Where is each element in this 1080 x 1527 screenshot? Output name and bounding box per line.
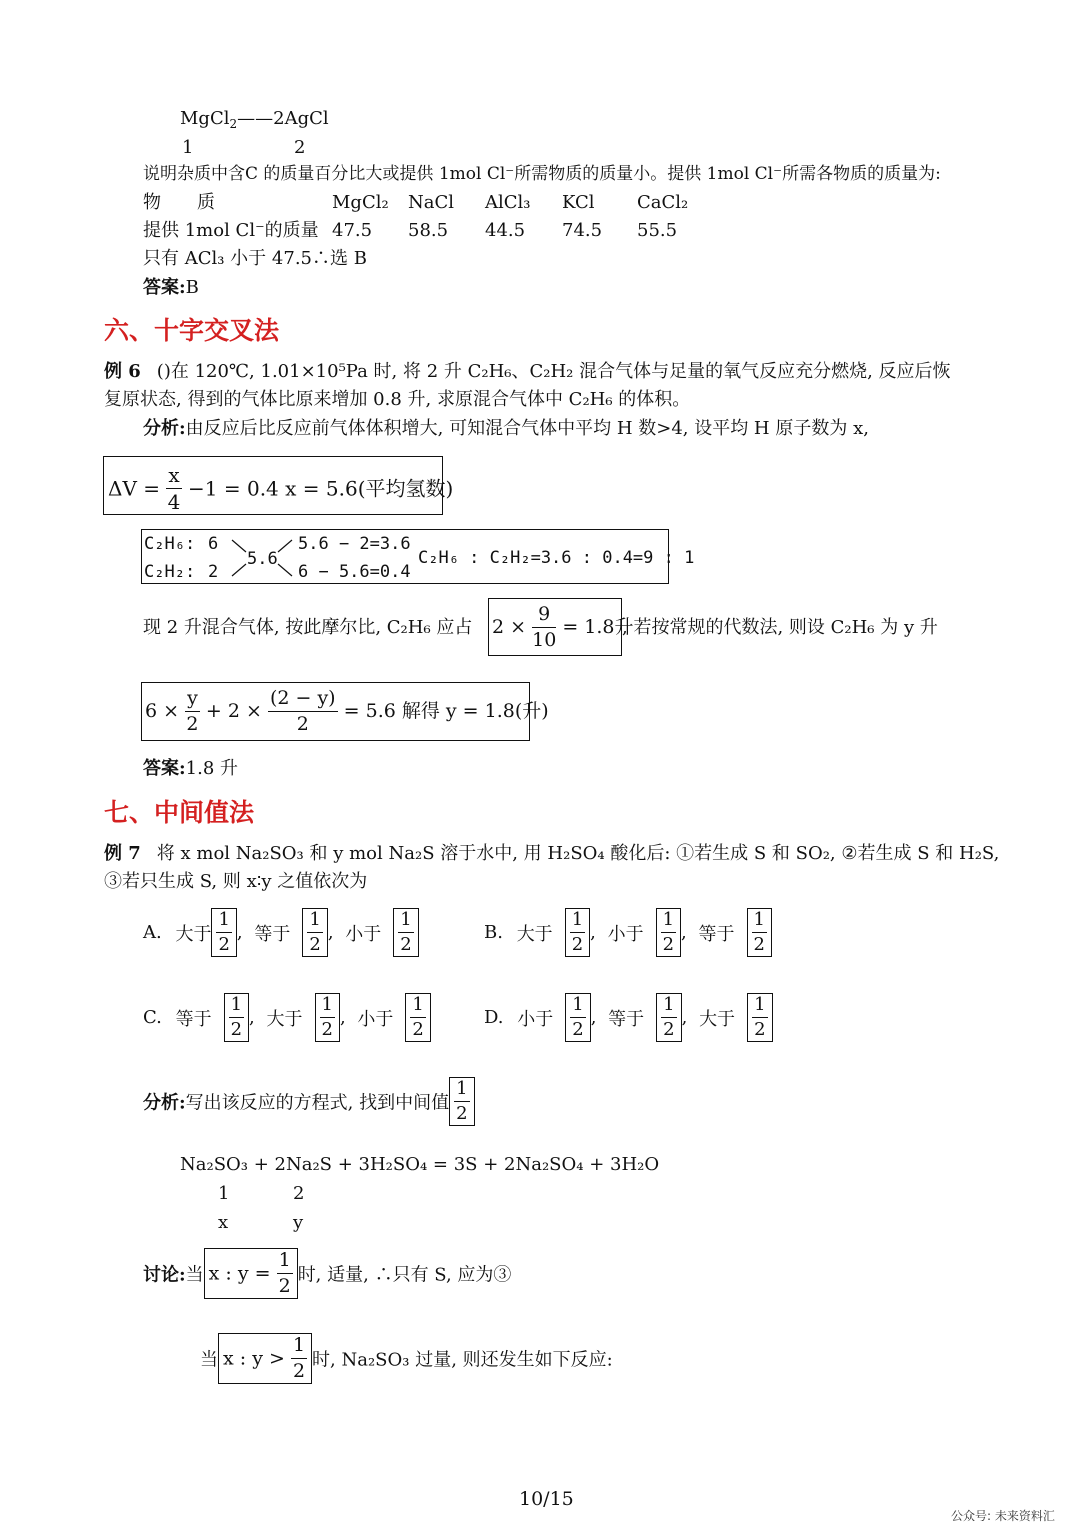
coefficient: 2 [294, 137, 306, 158]
variable: x [218, 1212, 229, 1233]
fraction: $\frac{x}{4}$ [167, 463, 181, 514]
conclusion-text: 只有 ACl₃ 小于 47.5∴选 B [143, 248, 367, 269]
formula-box-volume: 2 × $\frac{9}{10}$ = 1.8升 [488, 598, 622, 656]
algebra-text: , 若按常规的代数法, 则设 C₂H₆ 为 y 升 [622, 617, 938, 638]
row2-difference: 6 − 5.6=0.4 [298, 562, 411, 582]
row2-label: C₂H₂: [144, 562, 196, 582]
table-header-cell: AlCl₃ [485, 192, 531, 213]
analysis-line: 分析:由反应后比反应前气体体积增大, 可知混合气体中平均 H 数>4, 设平均 H 原子数为 x, [143, 418, 869, 439]
table-header-cell: KCl [562, 192, 595, 213]
table-cell: 55.5 [637, 220, 678, 241]
proportion-text: 现 2 升混合气体, 按此摩尔比, C₂H₆ 应占 [143, 617, 473, 638]
table-cell: 47.5 [332, 220, 373, 241]
section-title: 七、中间值法 [104, 798, 255, 827]
variable: y [293, 1212, 304, 1233]
coefficient: 1 [182, 137, 194, 158]
example-line-1: 例 7 将 x mol Na₂SO₃ 和 y mol Na₂S 溶于水中, 用 H₂SO₄ 酸化后: ①若生成 S 和 SO₂, ②若生成 S 和 H₂S, [104, 843, 1000, 864]
discussion-line-2: 当 x : y > $\frac{1}{2}$ 时, Na₂SO₃ 过量, 则还发生如下反应: [200, 1334, 613, 1382]
row1-value: 6 [208, 534, 219, 554]
discussion-line-1: 讨论:当 x : y = $\frac{1}{2}$ 时, 适量, ∴只有 S, 应为③ [143, 1249, 512, 1297]
answer-line: 答案:1.8 升 [143, 758, 239, 779]
table-cell: 58.5 [408, 220, 449, 241]
example-line-2: 复原状态, 得到的气体比原来增加 0.8 升, 求原混合气体中 C₂H₆ 的体积。 [104, 389, 691, 410]
watermark: 公众号: 未来资料汇 [951, 1509, 1055, 1523]
table-cell: 74.5 [562, 220, 603, 241]
answer-line: 答案:B [143, 277, 199, 298]
coefficient: 2 [293, 1183, 305, 1204]
option-b[interactable]: B. 大于 $\frac{1}{2}$ , 小于 $\frac{1}{2}$ , 等于 $\frac{1}{2}$ [484, 908, 772, 957]
average-value: 5.6 [247, 549, 278, 569]
option-c[interactable]: C. 等于 $\frac{1}{2}$ , 大于 $\frac{1}{2}$ , 小于 $\frac{1}{2}$ [143, 993, 431, 1042]
option-a[interactable]: A. 大于 $\frac{1}{2}$ , 等于 $\frac{1}{2}$ , 小于 $\frac{1}{2}$ [143, 908, 419, 957]
row1-difference: 5.6 − 2=3.6 [298, 534, 411, 554]
coefficient: 1 [218, 1183, 230, 1204]
reaction-equation: Na₂SO₃ + 2Na₂S + 3H₂SO₄ = 3S + 2Na₂SO₄ + 3H₂O [180, 1154, 660, 1175]
example-line-1: 例 6 ()在 120℃, 1.01×10⁵Pa 时, 将 2 升 C₂H₆、C₂H₂ 混合气体与足量的氧气反应充分燃烧, 反应后恢 [104, 361, 951, 382]
option-d[interactable]: D. 小于 $\frac{1}{2}$ , 等于 $\frac{1}{2}$ , 大于 $\frac{1}{2}$ [484, 993, 773, 1042]
table-header-cell: MgCl₂ [332, 192, 389, 213]
ratio-result: C₂H₆ : C₂H₂=3.6 : 0.4=9 : 1 [418, 548, 695, 568]
explanation-text: 说明杂质中含C 的质量百分比大或提供 1mol Cl⁻所需物质的质量小。提供 1mol Cl⁻所需各物质的质量为: [143, 164, 941, 184]
table-row-label: 提供 1mol Cl⁻的质量 [143, 220, 319, 241]
page-number: 10/15 [519, 1488, 574, 1510]
section-title: 六、十字交叉法 [104, 316, 280, 345]
row1-label: C₂H₆: [144, 534, 196, 554]
cross-method-box [141, 529, 695, 584]
table-header-cell: NaCl [408, 192, 455, 213]
formula-box-algebra: 6 × $\frac{y}{2}$ + 2 × $\frac{(2 - y)}{2}$ = 5.6 解得 y = 1.8(升) [141, 682, 530, 741]
formula-box-delta-v: ΔV = $\frac{x}{4}$ −1 = 0.4 x = 5.6(平均氢数) [103, 456, 443, 515]
table-header-label: 物 质 [143, 192, 215, 213]
row2-value: 2 [208, 562, 219, 582]
example-line-2: ③若只生成 S, 则 x∶y 之值依次为 [104, 871, 368, 892]
table-cell: 44.5 [485, 220, 526, 241]
equation-mgcl2-agcl: MgCl$_2$——2AgCl [180, 108, 329, 131]
analysis-line: 分析:写出该反应的方程式, 找到中间值 $\frac{1}{2}$ [143, 1077, 475, 1126]
table-header-cell: CaCl₂ [637, 192, 689, 213]
